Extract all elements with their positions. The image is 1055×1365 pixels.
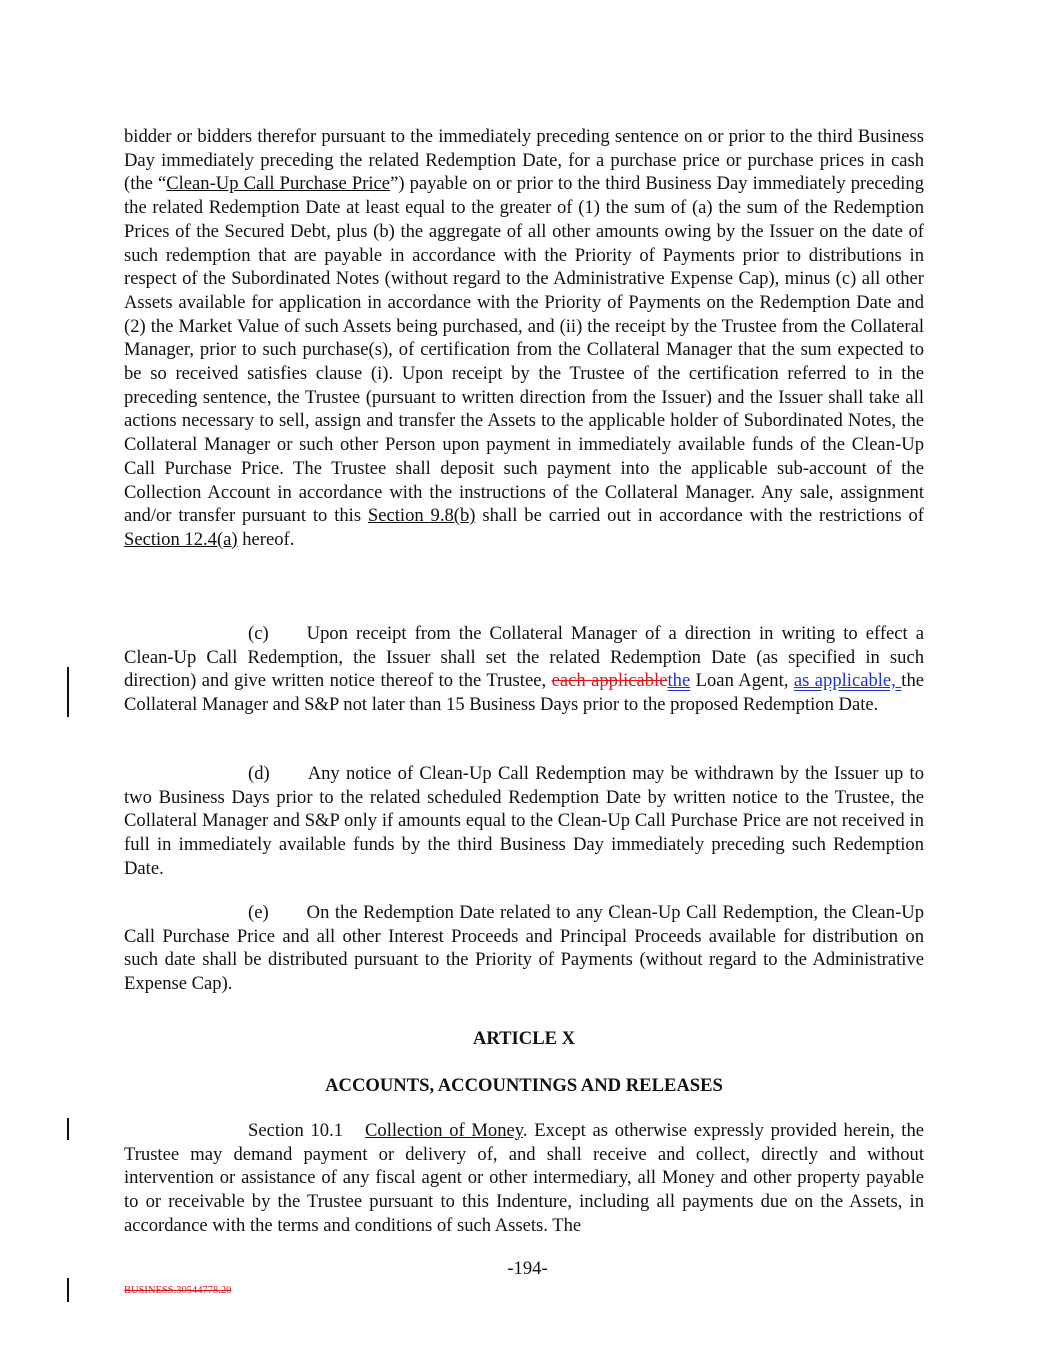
article-heading: ARTICLE X	[472, 1028, 576, 1049]
change-bar	[67, 1118, 69, 1140]
section-title: Collection of Money	[365, 1120, 523, 1141]
cross-reference-section-12-4a[interactable]: Section 12.4(a)	[124, 528, 238, 550]
paragraph-e	[124, 901, 924, 996]
defined-term: Clean-Up Call Purchase Price	[166, 173, 391, 195]
paragraph-label: (e)	[248, 902, 269, 923]
text-run: Upon receipt from the Collateral Manager of a direction in writing to effect a Clean-Up Call Redemption, the Issuer shall set the related Redemption Date (as specified in such direction) and give written notice thereof to the Trustee,	[124, 623, 924, 692]
text-run: hereof.	[237, 528, 295, 550]
text-run: bidder or bidders therefor pursuant to the immediately preceding sentence on or prior to the third Business Day immediately preceding the related Redemption Date, for a purchase price or purchase prices in cash (the “	[124, 126, 924, 195]
deleted-text: each applicable	[551, 670, 668, 692]
text-run: Loan Agent,	[690, 670, 794, 692]
section-10-1	[124, 1119, 924, 1238]
change-bar	[67, 667, 69, 717]
change-bar	[67, 1278, 69, 1302]
paragraph-c	[124, 622, 924, 717]
text-run: . Except as otherwise expressly provided herein, the Trustee may demand payment or delivery of, and shall receive and collect, directly and without intervention or assistance of any fiscal agent or other intermediary, all Money and other property payable to or receivable by the Trustee pursuant to this Indenture, including all payments due on the Assets, in accordance with the terms and conditions of such Assets. The	[124, 1120, 925, 1236]
text-run: Any notice of Clean-Up Call Redemption may be withdrawn by the Issuer up to two Business Days prior to the related scheduled Redemption Date by written notice to the Trustee, the Collateral Manager and S&P only if amounts equal to the Clean-Up Call Purchase Price are not received in full in immediately available funds by the third Business Day immediately preceding such Redemption Date.	[124, 763, 924, 879]
paragraph-label: (d)	[248, 763, 270, 784]
paragraph-d	[124, 762, 924, 881]
paragraph-label: (c)	[248, 623, 269, 644]
inserted-text: as applicable,	[793, 670, 902, 692]
page-number: -194-	[507, 1258, 548, 1279]
text-run: shall be carried out in accordance with the restrictions of	[475, 505, 925, 527]
section-number: Section 10.1	[248, 1120, 344, 1141]
inserted-text: the	[667, 670, 691, 692]
footer-document-id: BUSINESS.30544778.20	[124, 1285, 232, 1296]
cross-reference-section-9-8b[interactable]: Section 9.8(b)	[367, 505, 476, 527]
text-run: the Collateral Manager and S&P not later than 15 Business Days prior to the proposed Redemption Date.	[124, 670, 925, 716]
paragraph-clean-up-call-purchase	[124, 125, 924, 552]
article-title: ACCOUNTS, ACCOUNTINGS AND RELEASES	[325, 1075, 723, 1096]
text-run: ”) payable on or prior to the third Business Day immediately preceding the related Redemption Date at least equal to the greater of (1) the sum of (a) the sum of the Redemption Prices of the Secured Debt, plus (b) the aggregate of all other amounts owing by the Issuer on the date of such redemption that are payable in accordance with the Priority of Payments prior to distributions in respect of the Subordinated Notes (without regard to the Administrative Expense Cap), minus (c) all other Assets available for application in accordance with the Priority of Payments on the Redemption Date and (2) the Market Value of such Assets being purchased, and (ii) the receipt by the Trustee from the Collateral Manager, prior to such purchase(s), of certification from the Collateral Manager that the sum expected to be so received satisfies clause (i). Upon receipt by the Trustee of the certification referred to in the preceding sentence, the Trustee (pursuant to written direction from the Issuer) and the Issuer shall take all actions necessary to sell, assign and transfer the Assets to the applicable holder of Subordinated Notes, the Collateral Manager or such other Person upon payment in immediately available funds of the Clean-Up Call Purchase Price. The Trustee shall deposit such payment into the applicable sub-account of the Collection Account in accordance with the instructions of the Collateral Manager. Any sale, assignment and/or transfer pursuant to this	[124, 173, 924, 527]
text-run: On the Redemption Date related to any Clean-Up Call Redemption, the Clean-Up Call Purchase Price and all other Interest Proceeds and Principal Proceeds available for distribution on such date shall be distributed pursuant to the Priority of Payments (without regard to the Administrative Expense Cap).	[124, 902, 924, 995]
